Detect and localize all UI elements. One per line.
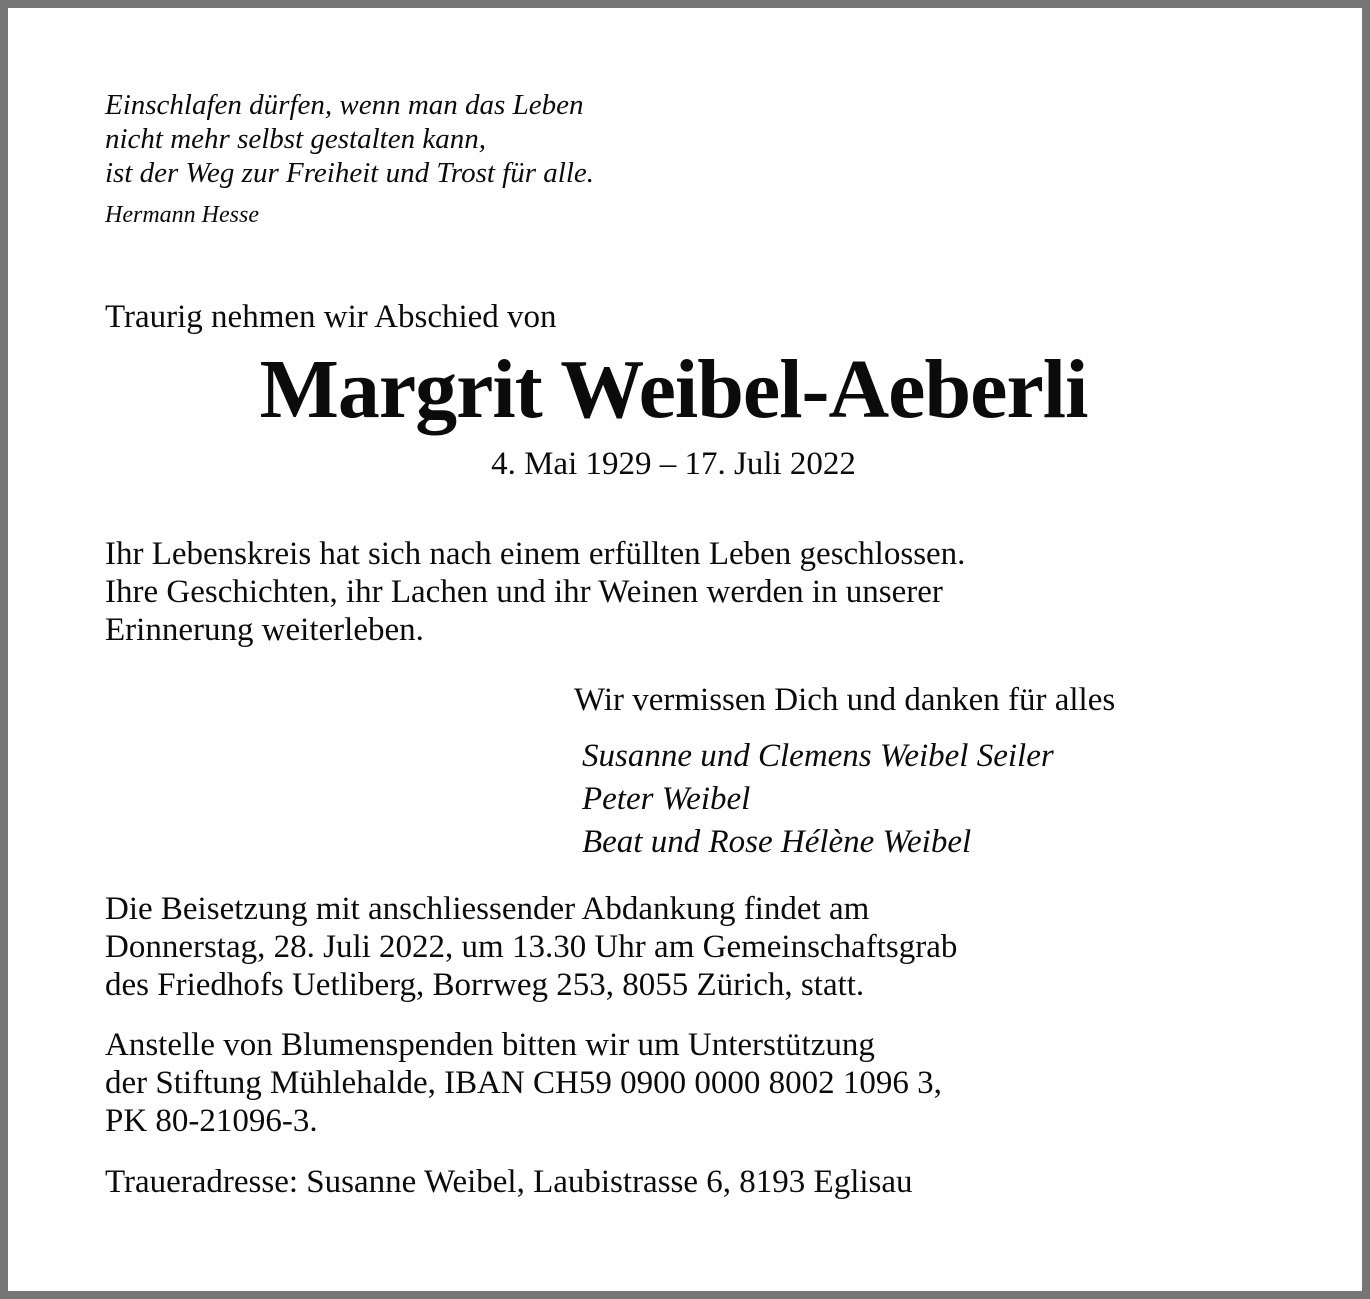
mourning-address: Traueradresse: Susanne Weibel, Laubistrasse 6, 8193 Eglisau [105,1164,913,1200]
gratitude-line: Wir vermissen Dich und danken für alles [574,682,1116,718]
funeral-details-paragraph [105,890,1242,1004]
farewell-paragraph [105,535,1242,649]
funeral-line: Donnerstag, 28. Juli 2022, um 13.30 Uhr am Gemeinschaftsgrab [105,929,958,965]
donations-line: PK 80-21096-3. [105,1103,318,1139]
gratitude-block [574,681,1242,864]
donations-line: der Stiftung Mühlehalde, IBAN CH59 0900 0000 8002 1096 3, [105,1065,942,1101]
farewell-line: Erinnerung weiterleben. [105,612,424,648]
family-names [582,735,1242,864]
life-dates: 4. Mai 1929 – 17. Juli 2022 [491,446,856,482]
opening-quote [105,88,1242,190]
funeral-line: Die Beisetzung mit anschliessender Abdankung findet am [105,891,870,927]
announcement-intro: Traurig nehmen wir Abschied von [105,299,557,335]
quote-attribution: Hermann Hesse [105,202,259,228]
quote-line: nicht mehr selbst gestalten kann, [105,123,486,155]
family-name: Beat und Rose Hélène Weibel [582,824,972,860]
farewell-line: Ihr Lebenskreis hat sich nach einem erfüllten Leben geschlossen. [105,536,966,572]
deceased-name: Margrit Weibel-Aeberli [259,343,1088,436]
donations-line: Anstelle von Blumenspenden bitten wir um Unterstützung [105,1027,875,1063]
donations-paragraph [105,1026,1242,1140]
family-name: Peter Weibel [582,781,751,817]
family-name: Susanne und Clemens Weibel Seiler [582,738,1054,774]
quote-line: ist der Weg zur Freiheit und Trost für alle. [105,157,594,189]
funeral-line: des Friedhofs Uetliberg, Borrweg 253, 8055 Zürich, statt. [105,967,865,1003]
quote-line: Einschlafen dürfen, wenn man das Leben [105,89,584,121]
obituary-page [8,8,1362,1291]
farewell-line: Ihre Geschichten, ihr Lachen und ihr Weinen werden in unserer [105,574,943,610]
